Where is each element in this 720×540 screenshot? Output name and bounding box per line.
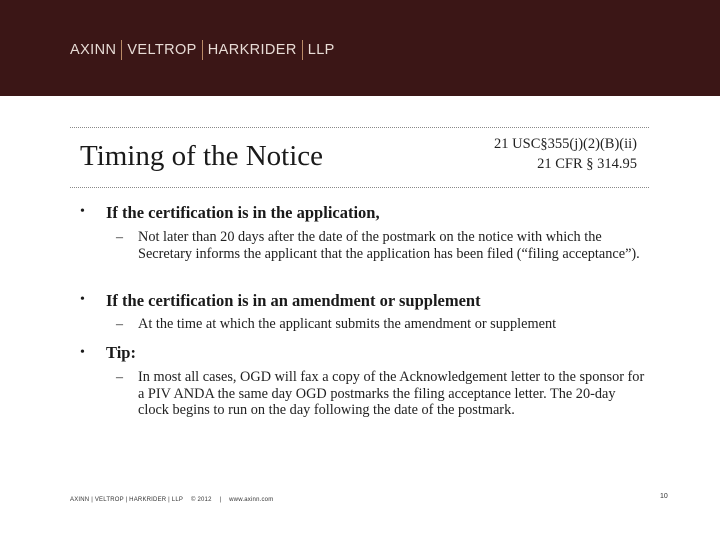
bullet-marker: • bbox=[80, 204, 85, 219]
sub-bullet-text: Not later than 20 days after the date of the postmark on the notice with which the Secretary informs the applicant that the application has been filed (“filing acceptance”). bbox=[138, 229, 640, 262]
footer-copyright: © 2012 bbox=[190, 497, 212, 503]
bottom-dotted-rule bbox=[70, 187, 649, 188]
page-number: 10 bbox=[660, 493, 668, 500]
sub-bullet-text: In most all cases, OGD will fax a copy of the Acknowledgement letter to the sponsor for a PIV ANDA the same day OGD postmarks the filing acceptance letter. The 20-day clock begins to run on the day following the date of the postmark. bbox=[138, 369, 645, 418]
bullet-marker: • bbox=[80, 345, 85, 360]
firm-logo bbox=[70, 40, 335, 60]
logo-word-axinn: AXINN bbox=[70, 42, 117, 58]
header-band bbox=[0, 0, 720, 96]
sub-bullet-marker: – bbox=[116, 230, 123, 245]
slide-title: Timing of the Notice bbox=[80, 140, 324, 172]
citation-usc: 21 USC§355(j)(2)(B)(ii) bbox=[494, 136, 637, 152]
logo-separator bbox=[121, 40, 122, 60]
bullet-marker: • bbox=[80, 292, 85, 307]
logo-separator bbox=[302, 40, 303, 60]
footer-firm: AXINN | VELTROP | HARKRIDER | LLP bbox=[70, 497, 184, 503]
bullet-text: If the certification is in an amendment or supplement bbox=[106, 291, 481, 310]
sub-bullet-marker: – bbox=[116, 370, 123, 385]
logo-word-harkrider: HARKRIDER bbox=[207, 42, 297, 58]
bullet-text: Tip: bbox=[106, 343, 136, 362]
sub-bullet-marker: – bbox=[116, 317, 123, 332]
logo-separator bbox=[202, 40, 203, 60]
sub-bullet-text: At the time at which the applicant submits the amendment or supplement bbox=[138, 316, 557, 332]
logo-word-llp: LLP bbox=[307, 42, 335, 58]
footer bbox=[70, 497, 279, 503]
top-dotted-rule bbox=[70, 127, 649, 128]
footer-website: www.axinn.com bbox=[229, 497, 274, 503]
citations bbox=[494, 134, 637, 174]
citation-cfr: 21 CFR § 314.95 bbox=[537, 156, 637, 172]
footer-divider: | bbox=[219, 497, 222, 503]
bullet-text: If the certification is in the application, bbox=[106, 203, 380, 222]
logo-word-veltrop: VELTROP bbox=[127, 42, 197, 58]
